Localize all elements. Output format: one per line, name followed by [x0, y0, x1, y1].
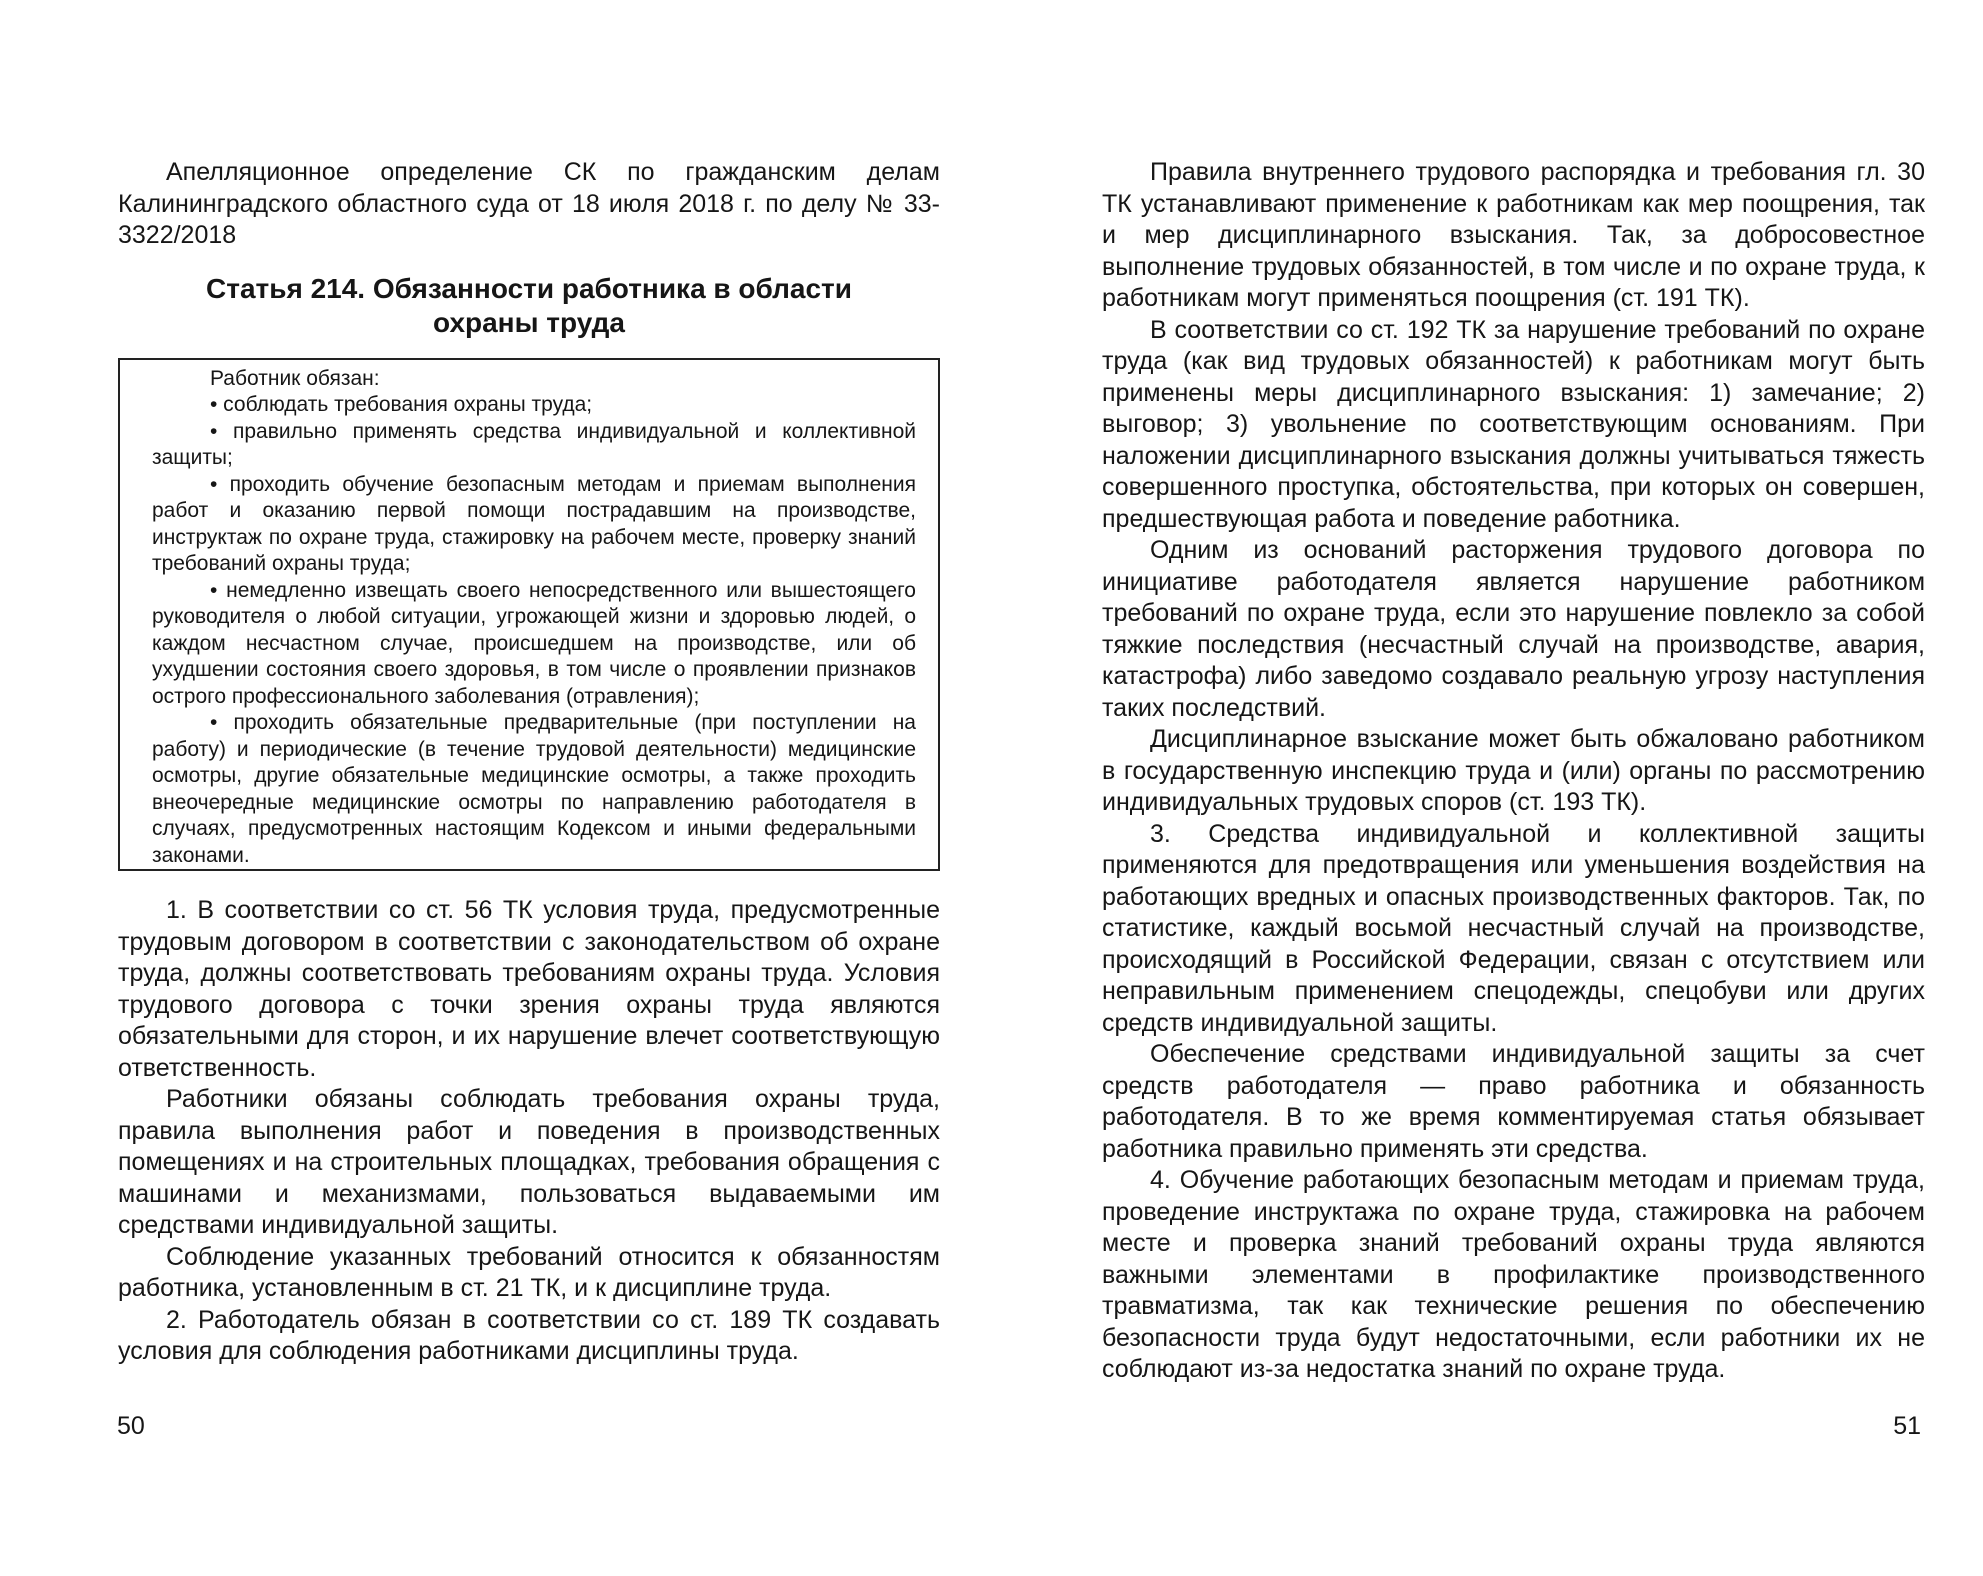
commentary-paragraph: 2. Работодатель обязан в соответствии со ст. 189 ТК создавать условия для соблюдения работниками дисциплины труда. — [118, 1305, 940, 1365]
duty-item: • немедленно извещать своего непосредственного или вышестоящего руководителя о любой ситуации, угрожающей жизни и здоровью людей, о каждом несчастном случае, происшедшем на производстве, или об ухудшении состояния своего здоровья, в том числе о проявлении признаков острого профессионального заболевания (отравления); — [152, 578, 916, 708]
duty-item: • проходить обязательные предварительные (при поступлении на работу) и периодические (в течение трудовой деятельности) медицинские осмотры, другие обязательные медицинские осмотры, а также проходить внеочередные медицинские осмотры по направлению работодателя в случаях, предусмотренных настоящим Кодексом и иными федеральными законами. — [152, 711, 916, 867]
page-number: 51 — [1893, 1412, 1921, 1440]
commentary-paragraph: Работники обязаны соблюдать требования охраны труда, правила выполнения работ и поведения в производственных помещениях и на строительных площадках, требования обращения с машинами и механизмами, пользоваться выдаваемыми им средствами индивидуальной защиты. — [118, 1085, 940, 1239]
commentary-paragraph: 3. Средства индивидуальной и коллективной защиты применяются для предотвращения или уменьшения воздействия на работающих вредных и опасных производственных факторов. Так, по статистике, каждый восьмой несчастный случай на производстве, происходящий в Российской Федерации, связан с отсутствием или неправильным применением спецодежды, спецобуви или других средств индивидуальной защиты. — [1102, 819, 1925, 1037]
commentary-paragraph: Соблюдение указанных требований относится к обязанностям работника, установленным в ст. 21 ТК, и к дисциплине труда. — [118, 1242, 940, 1302]
right-page-text — [1102, 157, 1925, 1386]
commentary-paragraph: 1. В соответствии со ст. 56 ТК условия труда, предусмотренные трудовым договором в соответствии с законодательством об охране труда, должны соответствовать требованиям охраны труда. Условия трудового договора с точки зрения охраны труда являются обязательными для сторон, и их нарушение влечет соответствующую ответственность. — [118, 896, 940, 1082]
duty-item: • соблюдать требования охраны труда; — [210, 393, 593, 416]
article-title: Статья 214. Обязанности работника в области охраны труда — [206, 272, 852, 338]
court-ruling-reference: Апелляционное определение СК по гражданским делам Калининградского областного суда от 18 июля 2018 г. по делу № 33-3322/2018 — [118, 158, 940, 249]
right-page — [990, 0, 1983, 1576]
commentary-paragraph: В соответствии со ст. 192 ТК за нарушение требований по охране труда (как вид трудовых обязанностей) к работникам могут быть применены меры дисциплинарного взыскания: 1) замечание; 2) выговор; 3) увольнение по соответствующим основаниям. При наложении дисциплинарного взыскания должны учитываться тяжесть совершенного проступка, обстоятельства, при которых он совершен, предшествующая работа и поведение работника. — [1102, 315, 1925, 533]
commentary-paragraph: Обеспечение средствами индивидуальной защиты за счет средств работодателя — право работника и обязанность работодателя. В то же время комментируемая статья обязывает работника правильно применять эти средства. — [1102, 1040, 1925, 1163]
commentary-paragraph: Дисциплинарное взыскание может быть обжаловано работником в государственную инспекцию труда и (или) органы по рассмотрению индивидуальных трудовых споров (ст. 193 ТК). — [1102, 725, 1925, 816]
commentary-paragraph: Одним из оснований расторжения трудового договора по инициативе работодателя является нарушение работником требований по охране труда, если это нарушение повлекло за собой тяжкие последствия (несчастный случай на производстве, авария, катастрофа) либо заведомо создавало реальную угрозу наступления таких последствий. — [1102, 536, 1925, 722]
commentary-paragraph: 4. Обучение работающих безопасным методам и приемам труда, проведение инструктажа по охране труда, стажировка на рабочем месте и проверка знаний требований охраны труда являются важными элементами в профилактике производственного травматизма, так как технические решения по обеспечению безопасности труда будут недостаточными, если работники их не соблюдают из-за недостатка знаний по охране труда. — [1102, 1166, 1925, 1383]
duty-item: • проходить обучение безопасным методам и приемам выполнения работ и оказанию первой помощи пострадавшим на производстве, инструктаж по охране труда, стажировку на рабочем месте, проверку знаний требований охраны труда; — [152, 472, 916, 575]
box-lead: Работник обязан: — [210, 366, 380, 390]
article-text-box — [118, 358, 940, 872]
duty-item: • правильно применять средства индивидуальной и коллективной защиты; — [152, 419, 916, 469]
left-page — [0, 0, 990, 1576]
commentary-paragraph: Правила внутреннего трудового распорядка и требования гл. 30 ТК устанавливают применение к работникам как мер поощрения, так и мер дисциплинарного взыскания. Так, за добросовестное выполнение трудовых обязанностей, в том числе и по охране труда, к работникам могут применяться поощрения (ст. 191 ТК). — [1102, 158, 1925, 312]
page-number: 50 — [117, 1412, 145, 1440]
left-page-text — [118, 157, 940, 1368]
